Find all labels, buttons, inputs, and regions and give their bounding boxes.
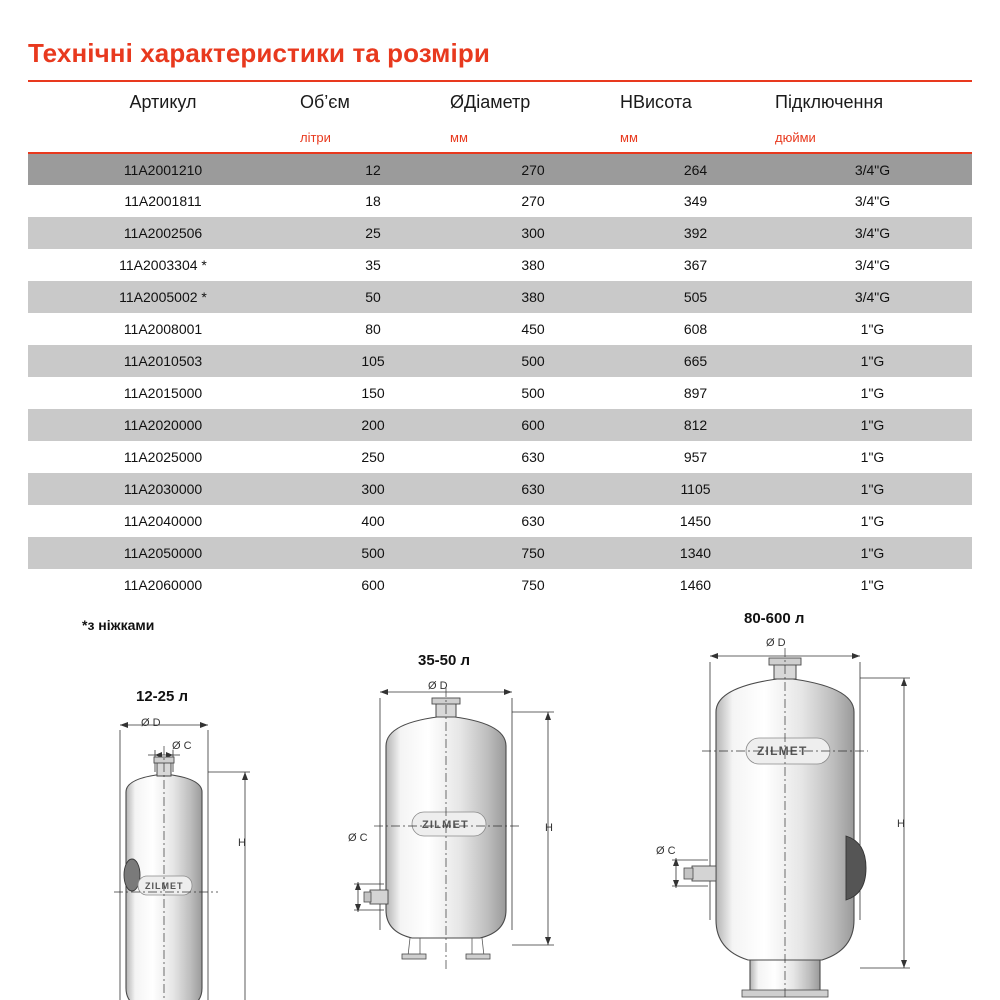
table-row: [28, 313, 972, 345]
cell-connection: 3/4"G: [773, 249, 972, 281]
table-header-row: [28, 81, 972, 123]
cell-article: 11A2050000: [28, 537, 298, 569]
cell-height: 392: [618, 217, 773, 249]
cell-article: 11A2020000: [28, 409, 298, 441]
cell-diameter: 630: [448, 441, 618, 473]
cell-volume: 250: [298, 441, 448, 473]
table-row: [28, 185, 972, 217]
cell-height: 608: [618, 313, 773, 345]
cell-diameter: 270: [448, 153, 618, 185]
cell-article: 11A2001210: [28, 153, 298, 185]
drawing-caption-small: 12-25 л: [136, 688, 189, 705]
cell-volume: 50: [298, 281, 448, 313]
cell-article: 11A2060000: [28, 569, 298, 601]
cell-diameter: 300: [448, 217, 618, 249]
drawing-medium-height-label: H: [545, 822, 553, 834]
cell-volume: 500: [298, 537, 448, 569]
cell-connection: 1"G: [773, 473, 972, 505]
cell-volume: 150: [298, 377, 448, 409]
footnote-legs: *з ніжками: [82, 617, 155, 633]
cell-diameter: 500: [448, 377, 618, 409]
tank-drawing-small: [100, 700, 360, 1000]
column-header-article: Артикул: [28, 81, 298, 123]
cell-height: 957: [618, 441, 773, 473]
cell-diameter: 270: [448, 185, 618, 217]
drawing-caption-large: 80-600 л: [744, 610, 805, 627]
cell-diameter: 750: [448, 569, 618, 601]
cell-volume: 12: [298, 153, 448, 185]
table-row: [28, 505, 972, 537]
table-row: [28, 345, 972, 377]
cell-connection: 1"G: [773, 505, 972, 537]
cell-volume: 600: [298, 569, 448, 601]
cell-connection: 1"G: [773, 345, 972, 377]
cell-diameter: 450: [448, 313, 618, 345]
cell-height: 897: [618, 377, 773, 409]
table-row: [28, 537, 972, 569]
cell-height: 812: [618, 409, 773, 441]
cell-diameter: 500: [448, 345, 618, 377]
cell-connection: 1"G: [773, 409, 972, 441]
cell-article: 11A2040000: [28, 505, 298, 537]
page-title: Технічні характеристики та розміри: [28, 38, 490, 68]
table-row: [28, 217, 972, 249]
cell-volume: 400: [298, 505, 448, 537]
cell-height: 1105: [618, 473, 773, 505]
tank-drawing-large: [650, 620, 950, 1000]
cell-article: 11A2002506: [28, 217, 298, 249]
drawing-large-height-label: H: [897, 818, 905, 830]
table-row: [28, 409, 972, 441]
cell-connection: 3/4"G: [773, 185, 972, 217]
unit-height: мм: [618, 123, 773, 153]
cell-article: 11A2001811: [28, 185, 298, 217]
table-row: [28, 569, 972, 601]
technical-drawings: [0, 600, 1000, 1000]
cell-connection: 1"G: [773, 377, 972, 409]
drawing-large-diameter-label: Ø D: [766, 637, 786, 649]
drawing-medium-diameter-label: Ø D: [428, 680, 448, 692]
cell-volume: 105: [298, 345, 448, 377]
cell-height: 349: [618, 185, 773, 217]
drawing-medium-connection-label: Ø C: [348, 832, 368, 844]
table-units-row: [28, 123, 972, 153]
specifications-table: [28, 80, 972, 601]
cell-volume: 80: [298, 313, 448, 345]
column-header-diameter: ØДіаметр: [448, 81, 618, 123]
drawing-caption-medium: 35-50 л: [418, 652, 471, 669]
cell-connection: 3/4"G: [773, 217, 972, 249]
tank-drawing-medium: [340, 660, 620, 1000]
svg-text:ZILMET: ZILMET: [422, 819, 469, 831]
cell-article: 11A2003304 *: [28, 249, 298, 281]
cell-diameter: 630: [448, 505, 618, 537]
cell-height: 367: [618, 249, 773, 281]
cell-height: 1460: [618, 569, 773, 601]
svg-text:ZILMET: ZILMET: [145, 881, 184, 891]
cell-article: 11A2008001: [28, 313, 298, 345]
cell-article: 11A2025000: [28, 441, 298, 473]
cell-connection: 1"G: [773, 313, 972, 345]
cell-diameter: 750: [448, 537, 618, 569]
cell-article: 11A2015000: [28, 377, 298, 409]
cell-connection: 3/4"G: [773, 153, 972, 185]
unit-volume: літри: [298, 123, 448, 153]
cell-height: 665: [618, 345, 773, 377]
cell-connection: 1"G: [773, 569, 972, 601]
table-row: [28, 473, 972, 505]
cell-article: 11A2030000: [28, 473, 298, 505]
drawing-small-connection-label: Ø C: [172, 740, 192, 752]
unit-connection: дюйми: [773, 123, 972, 153]
cell-height: 264: [618, 153, 773, 185]
unit-diameter: мм: [448, 123, 618, 153]
cell-height: 1340: [618, 537, 773, 569]
table-row: [28, 441, 972, 473]
table-row: [28, 281, 972, 313]
cell-connection: 1"G: [773, 441, 972, 473]
table-row: [28, 377, 972, 409]
cell-article: 11A2005002 *: [28, 281, 298, 313]
cell-article: 11A2010503: [28, 345, 298, 377]
cell-volume: 25: [298, 217, 448, 249]
cell-diameter: 380: [448, 281, 618, 313]
cell-volume: 35: [298, 249, 448, 281]
cell-volume: 300: [298, 473, 448, 505]
cell-diameter: 600: [448, 409, 618, 441]
cell-volume: 18: [298, 185, 448, 217]
column-header-connection: Підключення: [773, 81, 972, 123]
svg-text:ZILMET: ZILMET: [757, 744, 808, 758]
cell-height: 505: [618, 281, 773, 313]
unit-article: [28, 123, 298, 153]
cell-diameter: 630: [448, 473, 618, 505]
table-row: [28, 153, 972, 185]
cell-height: 1450: [618, 505, 773, 537]
drawing-large-connection-label: Ø C: [656, 845, 676, 857]
cell-connection: 1"G: [773, 537, 972, 569]
drawing-small-diameter-label: Ø D: [141, 717, 161, 729]
cell-volume: 200: [298, 409, 448, 441]
table-row: [28, 249, 972, 281]
cell-connection: 3/4"G: [773, 281, 972, 313]
column-header-height: HВисота: [618, 81, 773, 123]
column-header-volume: Об’єм: [298, 81, 448, 123]
drawing-small-height-label: H: [238, 837, 246, 849]
cell-diameter: 380: [448, 249, 618, 281]
